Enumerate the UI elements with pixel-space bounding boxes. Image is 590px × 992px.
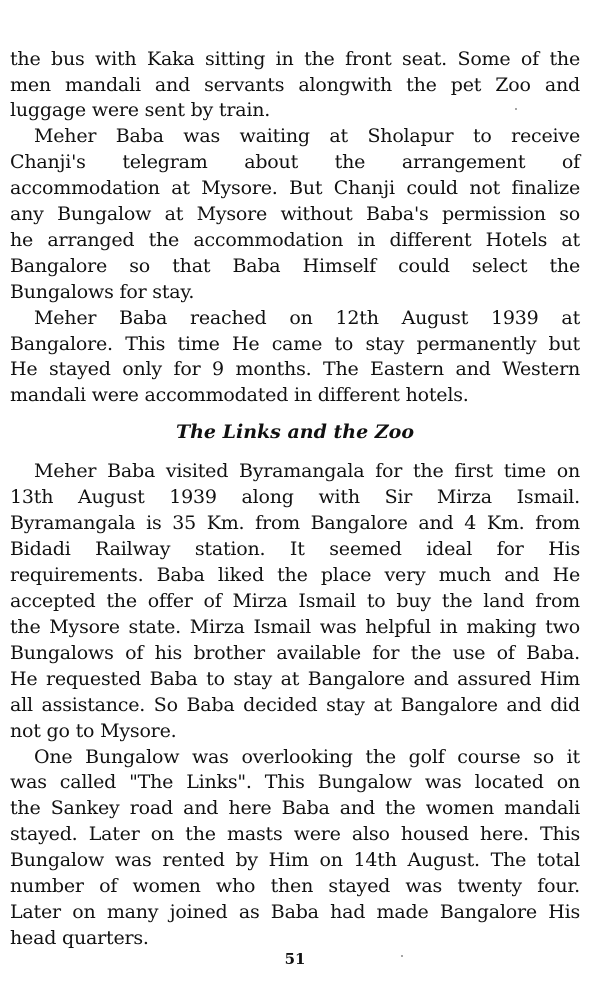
text-line: Bangalore so that Baba Himself could select the <box>10 255 580 277</box>
text-line: he arranged the accommodation in different Hotels at <box>10 229 580 251</box>
text-line: not go to Mysore. <box>10 720 177 742</box>
text-line: Bidadi Railway station. It seemed ideal for His <box>10 538 580 560</box>
section-heading: The Links and the Zoo <box>175 421 415 443</box>
text-line: luggage were sent by train. <box>10 99 271 121</box>
text-line: He requested Baba to stay at Bangalore and assured Him <box>10 668 580 690</box>
text-line: Bungalows for stay. <box>10 281 195 303</box>
scan-speck <box>515 108 517 110</box>
text-line: the Mysore state. Mirza Ismail was helpful in making two <box>10 616 580 638</box>
text-line: number of women who then stayed was twenty four. <box>10 875 580 897</box>
text-line: the Sankey road and here Baba and the women mandali <box>10 797 580 819</box>
text-line: Meher Baba was waiting at Sholapur to receive <box>34 125 580 147</box>
text-line: requirements. Baba liked the place very much and He <box>10 564 580 586</box>
text-line: Bungalows of his brother available for the use of Baba. <box>10 642 580 664</box>
text-line: accepted the offer of Mirza Ismail to buy the land from <box>10 590 580 612</box>
text-line: Bungalow was rented by Him on 14th August. The total <box>10 849 580 871</box>
text-line: any Bungalow at Mysore without Baba's permission so <box>10 203 580 225</box>
text-line: all assistance. So Baba decided stay at Bangalore and did <box>10 694 580 716</box>
text-line: Chanji's telegram about the arrangement of <box>10 151 580 173</box>
text-line: Meher Baba visited Byramangala for the first time on <box>34 460 580 482</box>
text-line: mandali were accommodated in different hotels. <box>10 384 469 406</box>
text-line: Byramangala is 35 Km. from Bangalore and 4 Km. from <box>10 512 580 534</box>
text-line: the bus with Kaka sitting in the front seat. Some of the <box>10 48 580 70</box>
text-line: He stayed only for 9 months. The Eastern and Western <box>10 358 580 380</box>
text-line: head quarters. <box>10 927 149 949</box>
text-line: Meher Baba reached on 12th August 1939 at <box>34 307 580 329</box>
text-line: stayed. Later on the masts were also housed here. This <box>10 823 580 845</box>
text-line: One Bungalow was overlooking the golf course so it <box>34 746 580 768</box>
text-line: Bangalore. This time He came to stay permanently but <box>10 333 580 355</box>
text-line: men mandali and servants alongwith the pet Zoo and <box>10 74 580 96</box>
text-line: was called "The Links". This Bungalow was located on <box>10 771 580 793</box>
text-line: accommodation at Mysore. But Chanji could not finalize <box>10 177 580 199</box>
text-line: Later on many joined as Baba had made Bangalore His <box>10 901 580 923</box>
scan-speck <box>401 955 403 957</box>
page-number: 51 <box>284 950 306 968</box>
text-line: 13th August 1939 along with Sir Mirza Ismail. <box>10 486 580 508</box>
